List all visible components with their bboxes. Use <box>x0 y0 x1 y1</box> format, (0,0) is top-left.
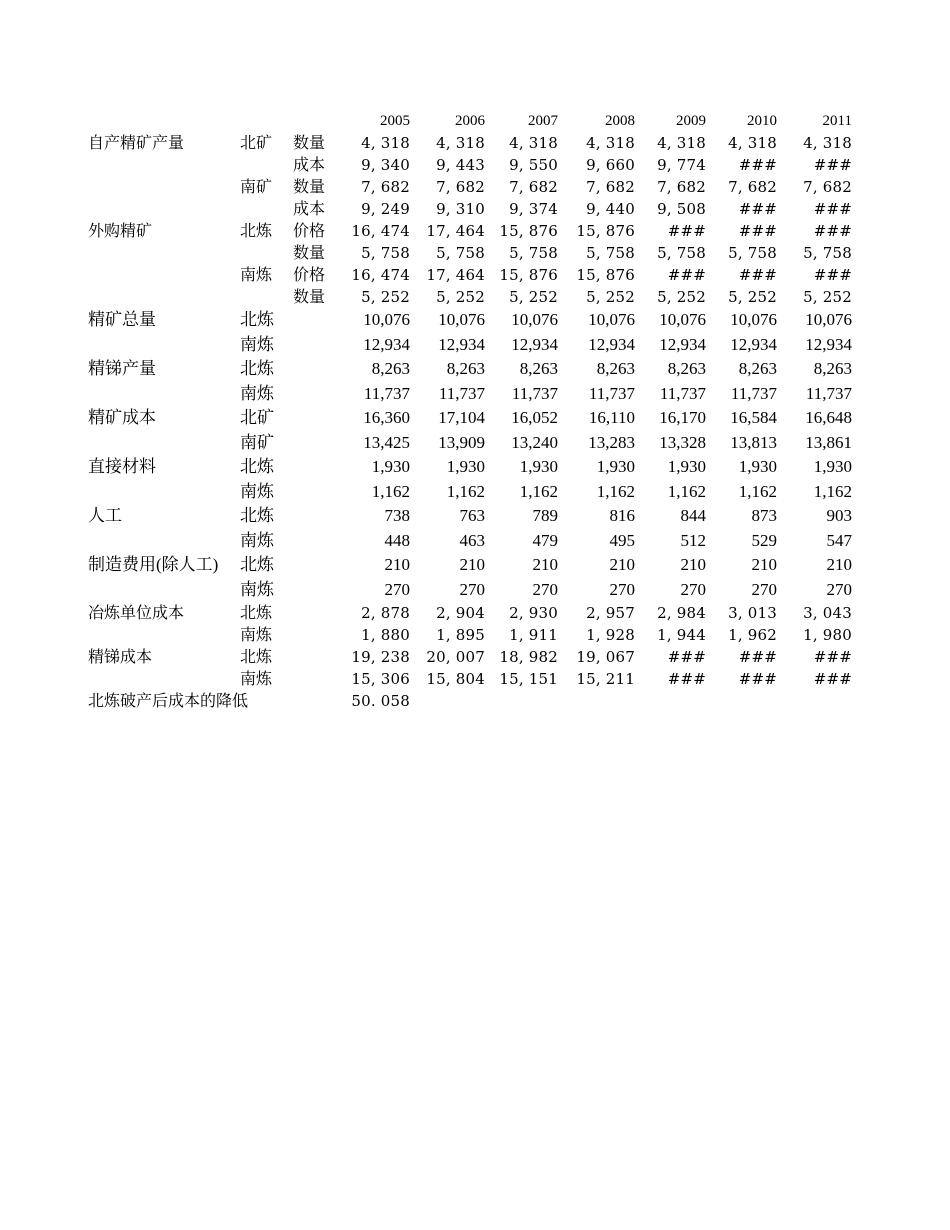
value-cell[interactable]: 1,930 <box>738 457 777 476</box>
value-cell[interactable]: 529 <box>751 530 777 550</box>
value-cell[interactable]: 16, 474 <box>351 266 410 284</box>
value-cell[interactable]: 19, 067 <box>576 648 635 666</box>
value-cell[interactable]: 9, 249 <box>361 200 410 218</box>
value-cell[interactable]: 210 <box>459 555 485 574</box>
value-cell[interactable]: ### <box>813 648 852 666</box>
row-label-unit[interactable]: 南炼 <box>240 669 273 688</box>
value-cell[interactable]: 17,104 <box>438 408 485 427</box>
value-cell[interactable]: 9, 443 <box>436 156 485 174</box>
value-cell[interactable]: 4, 318 <box>728 134 777 152</box>
value-cell[interactable]: 903 <box>826 506 852 525</box>
value-cell[interactable]: 1,162 <box>519 481 558 501</box>
value-cell[interactable]: 4, 318 <box>509 134 558 152</box>
table-row <box>86 132 866 154</box>
value-cell[interactable]: 16,584 <box>730 408 777 427</box>
value-cell[interactable]: 2, 904 <box>436 604 485 622</box>
value-cell[interactable]: 5, 758 <box>803 244 852 262</box>
value-cell[interactable]: 844 <box>680 506 706 525</box>
value-cell[interactable]: 11,737 <box>511 383 558 403</box>
value-cell[interactable]: 12,934 <box>730 334 777 354</box>
value-cell[interactable]: 13,425 <box>363 432 410 452</box>
value-cell[interactable]: 3, 043 <box>803 604 852 622</box>
table-row <box>86 357 866 382</box>
row-label-unit[interactable]: 北炼 <box>240 359 274 378</box>
value-cell[interactable]: 12,934 <box>438 334 485 354</box>
value-cell[interactable]: 1, 895 <box>436 626 485 644</box>
value-cell[interactable]: ### <box>667 222 706 240</box>
value-cell[interactable]: 4, 318 <box>657 134 706 152</box>
year-header-cell[interactable]: 2011 <box>822 113 852 129</box>
row-label-category[interactable]: 精矿总量 <box>88 310 156 329</box>
value-cell[interactable]: 13,813 <box>730 432 777 452</box>
value-cell[interactable]: 1, 911 <box>509 626 558 644</box>
year-header-cell[interactable]: 2007 <box>528 113 558 129</box>
value-cell[interactable]: 5, 252 <box>728 288 777 306</box>
value-cell[interactable]: ### <box>813 670 852 688</box>
value-cell[interactable]: 7, 682 <box>509 178 558 196</box>
value-cell[interactable]: 9, 374 <box>509 200 558 218</box>
value-cell[interactable]: 12,934 <box>805 334 852 354</box>
value-cell[interactable]: 9, 440 <box>586 200 635 218</box>
row-label-category[interactable]: 冶炼单位成本 <box>88 603 185 622</box>
row-label-metric[interactable]: 价格 <box>293 265 326 284</box>
value-cell[interactable]: 479 <box>532 530 558 550</box>
row-label-metric[interactable]: 成本 <box>293 155 326 174</box>
year-header-cell[interactable]: 2008 <box>605 113 635 129</box>
row-label-unit[interactable]: 南炼 <box>240 481 274 501</box>
value-cell[interactable]: 17, 464 <box>426 222 485 240</box>
value-cell[interactable]: 16,110 <box>588 408 635 427</box>
value-cell[interactable]: 10,076 <box>805 310 852 329</box>
row-label-category[interactable]: 制造费用(除人工) <box>88 555 219 574</box>
value-cell[interactable]: 463 <box>459 530 485 550</box>
value-cell[interactable] <box>490 690 558 712</box>
value-cell[interactable]: 10,076 <box>363 310 410 329</box>
row-label-metric[interactable]: 数量 <box>293 133 326 152</box>
table-row <box>86 154 866 176</box>
value-cell[interactable] <box>567 690 635 712</box>
value-cell[interactable]: ### <box>667 648 706 666</box>
value-cell[interactable]: 2, 957 <box>586 604 635 622</box>
value-cell[interactable]: 2, 930 <box>509 604 558 622</box>
value-cell[interactable]: 3, 013 <box>728 604 777 622</box>
row-label-unit[interactable]: 南炼 <box>240 265 273 284</box>
value-cell[interactable]: 5, 758 <box>509 244 558 262</box>
value-cell[interactable]: 7, 682 <box>436 178 485 196</box>
row-label-category[interactable]: 精锑成本 <box>88 647 153 666</box>
row-label-category[interactable]: 北炼破产后成本的降低 <box>88 691 249 710</box>
value-cell[interactable]: 19, 238 <box>351 648 410 666</box>
value-cell[interactable]: 15, 211 <box>576 670 635 688</box>
value-cell[interactable]: 10,076 <box>730 310 777 329</box>
value-cell[interactable]: 12,934 <box>659 334 706 354</box>
value-cell[interactable]: ### <box>738 266 777 284</box>
value-cell[interactable]: 16,052 <box>511 408 558 427</box>
value-cell[interactable]: 7, 682 <box>803 178 852 196</box>
row-label-category[interactable]: 外购精矿 <box>88 221 153 240</box>
table-row <box>86 406 866 431</box>
row-label-unit[interactable]: 北炼 <box>240 457 274 476</box>
value-cell[interactable]: 10,076 <box>438 310 485 329</box>
value-cell[interactable]: 1, 980 <box>803 626 852 644</box>
value-cell[interactable]: 270 <box>459 579 485 599</box>
value-cell[interactable]: 16,360 <box>363 408 410 427</box>
value-cell[interactable]: 210 <box>680 555 706 574</box>
value-cell[interactable]: 8,263 <box>738 359 777 378</box>
value-cell[interactable]: 16,648 <box>805 408 852 427</box>
row-label-unit[interactable]: 北炼 <box>240 603 273 622</box>
row-label-unit[interactable]: 南矿 <box>240 177 273 196</box>
value-cell[interactable]: 9, 340 <box>361 156 410 174</box>
value-cell[interactable]: ### <box>738 200 777 218</box>
table-row <box>86 553 866 578</box>
value-cell[interactable]: 1,162 <box>813 481 852 501</box>
value-cell[interactable]: 15, 306 <box>351 670 410 688</box>
value-cell[interactable]: 13,861 <box>805 432 852 452</box>
value-cell[interactable]: ### <box>813 200 852 218</box>
table-row <box>86 264 866 286</box>
value-cell[interactable]: 270 <box>609 579 635 599</box>
year-header-row <box>86 110 866 132</box>
value-cell[interactable]: ### <box>813 156 852 174</box>
value-cell[interactable]: 18, 982 <box>499 648 558 666</box>
year-header-cell[interactable]: 2010 <box>747 113 777 129</box>
value-cell[interactable]: 7, 682 <box>586 178 635 196</box>
table-row <box>86 382 866 407</box>
value-cell[interactable]: 10,076 <box>511 310 558 329</box>
value-cell[interactable]: 1,162 <box>446 481 485 501</box>
value-cell[interactable]: 12,934 <box>363 334 410 354</box>
row-label-category[interactable]: 直接材料 <box>88 457 156 476</box>
value-cell[interactable]: 1, 880 <box>361 626 410 644</box>
value-cell[interactable]: 11,737 <box>438 383 485 403</box>
value-cell[interactable]: 4, 318 <box>436 134 485 152</box>
value-cell[interactable]: 12,934 <box>588 334 635 354</box>
value-cell[interactable]: 16,170 <box>659 408 706 427</box>
value-cell[interactable]: 547 <box>826 530 852 550</box>
table-row <box>86 176 866 198</box>
value-cell[interactable]: 8,263 <box>813 359 852 378</box>
value-cell[interactable]: 1,930 <box>446 457 485 476</box>
table-row <box>86 646 866 668</box>
value-cell[interactable]: 5, 758 <box>657 244 706 262</box>
row-label-unit[interactable]: 北炼 <box>240 221 273 240</box>
row-label-category[interactable]: 精矿成本 <box>88 408 156 427</box>
row-label-unit[interactable]: 南炼 <box>240 530 274 550</box>
value-cell[interactable]: 495 <box>609 530 635 550</box>
value-cell[interactable]: ### <box>813 266 852 284</box>
row-label-metric[interactable]: 数量 <box>293 287 326 306</box>
value-cell[interactable]: 17, 464 <box>426 266 485 284</box>
value-cell[interactable]: 8,263 <box>446 359 485 378</box>
table-row <box>86 504 866 529</box>
value-cell[interactable]: 11,737 <box>363 383 410 403</box>
value-cell[interactable]: 210 <box>826 555 852 574</box>
value-cell[interactable]: 5, 252 <box>586 288 635 306</box>
value-cell[interactable]: 12,934 <box>511 334 558 354</box>
value-cell[interactable]: 5, 252 <box>361 288 410 306</box>
year-header-cell[interactable]: 2009 <box>676 113 706 129</box>
table-row <box>86 668 866 690</box>
value-cell[interactable]: ### <box>667 670 706 688</box>
row-label-metric[interactable]: 价格 <box>293 221 326 240</box>
value-cell[interactable]: 1, 928 <box>586 626 635 644</box>
table-row <box>86 198 866 220</box>
row-label-unit[interactable]: 南炼 <box>240 383 274 403</box>
table-row <box>86 431 866 456</box>
value-cell[interactable]: 16, 474 <box>351 222 410 240</box>
value-cell[interactable]: 5, 758 <box>586 244 635 262</box>
value-cell[interactable]: 1,162 <box>371 481 410 501</box>
value-cell[interactable]: 4, 318 <box>586 134 635 152</box>
value-cell[interactable]: 1,930 <box>596 457 635 476</box>
value-cell[interactable]: 15, 804 <box>426 670 485 688</box>
value-cell[interactable]: 512 <box>680 530 706 550</box>
value-cell[interactable]: ### <box>738 156 777 174</box>
value-cell[interactable]: 15, 876 <box>499 266 558 284</box>
value-cell[interactable]: 210 <box>609 555 635 574</box>
value-cell[interactable]: 9, 550 <box>509 156 558 174</box>
value-cell[interactable]: 873 <box>751 506 777 525</box>
value-cell[interactable]: 270 <box>751 579 777 599</box>
value-cell[interactable]: 13,328 <box>659 432 706 452</box>
value-cell[interactable]: 210 <box>532 555 558 574</box>
value-cell[interactable]: 5, 758 <box>436 244 485 262</box>
table-row <box>86 286 866 308</box>
row-label-unit[interactable]: 南矿 <box>240 432 274 452</box>
value-cell[interactable]: 270 <box>826 579 852 599</box>
value-cell[interactable]: ### <box>738 670 777 688</box>
value-cell[interactable]: 15, 151 <box>499 670 558 688</box>
value-cell[interactable]: 1,930 <box>813 457 852 476</box>
table-row <box>86 242 866 264</box>
value-cell[interactable]: 270 <box>384 579 410 599</box>
row-label-unit[interactable]: 南炼 <box>240 579 274 599</box>
value-cell[interactable]: 20, 007 <box>426 648 485 666</box>
value-cell[interactable]: 9, 660 <box>586 156 635 174</box>
table-row <box>86 480 866 505</box>
value-cell[interactable]: 789 <box>532 506 558 525</box>
value-cell[interactable]: 816 <box>609 506 635 525</box>
value-cell[interactable]: 9, 508 <box>657 200 706 218</box>
value-cell[interactable]: 15, 876 <box>499 222 558 240</box>
value-cell[interactable]: 1,930 <box>371 457 410 476</box>
value-cell[interactable] <box>417 690 485 712</box>
value-cell[interactable]: 11,737 <box>659 383 706 403</box>
value-cell[interactable]: 13,909 <box>438 432 485 452</box>
row-label-category[interactable]: 精锑产量 <box>88 359 156 378</box>
value-cell[interactable]: 1,162 <box>667 481 706 501</box>
value-cell[interactable]: 763 <box>459 506 485 525</box>
value-cell[interactable]: ### <box>738 648 777 666</box>
row-label-category[interactable]: 人工 <box>88 506 122 525</box>
table-row <box>86 333 866 358</box>
row-label-unit[interactable]: 北矿 <box>240 133 273 152</box>
row-label-metric[interactable]: 数量 <box>293 177 326 196</box>
value-cell[interactable]: 15, 876 <box>576 266 635 284</box>
value-cell[interactable]: 11,737 <box>805 383 852 403</box>
value-cell[interactable]: 4, 318 <box>361 134 410 152</box>
value-cell[interactable]: 9, 310 <box>436 200 485 218</box>
value-cell[interactable]: 8,263 <box>667 359 706 378</box>
row-label-category[interactable]: 自产精矿产量 <box>88 133 185 152</box>
row-label-unit[interactable]: 北矿 <box>240 408 274 427</box>
table-row <box>86 624 866 646</box>
value-cell[interactable]: 50. 058 <box>351 692 410 710</box>
year-header-cell[interactable]: 2005 <box>380 113 410 129</box>
value-cell[interactable]: 1, 962 <box>728 626 777 644</box>
value-cell[interactable]: 210 <box>384 555 410 574</box>
value-cell[interactable] <box>638 690 706 712</box>
value-cell[interactable]: 1, 944 <box>657 626 706 644</box>
value-cell[interactable]: 1,930 <box>667 457 706 476</box>
value-cell[interactable]: 10,076 <box>659 310 706 329</box>
value-cell[interactable]: ### <box>667 266 706 284</box>
value-cell[interactable]: 5, 252 <box>436 288 485 306</box>
table-row <box>86 308 866 333</box>
value-cell[interactable]: 7, 682 <box>657 178 706 196</box>
value-cell[interactable]: 1,930 <box>519 457 558 476</box>
table-row <box>86 602 866 624</box>
value-cell[interactable]: 270 <box>680 579 706 599</box>
value-cell[interactable]: 8,263 <box>371 359 410 378</box>
value-cell[interactable]: 210 <box>751 555 777 574</box>
value-cell[interactable]: 5, 252 <box>509 288 558 306</box>
row-label-unit[interactable]: 北炼 <box>240 647 273 666</box>
value-cell[interactable] <box>709 690 777 712</box>
value-cell[interactable]: ### <box>813 222 852 240</box>
row-label-metric[interactable]: 成本 <box>293 199 326 218</box>
row-label-unit[interactable]: 北炼 <box>240 310 274 329</box>
value-cell[interactable]: 448 <box>384 530 410 550</box>
value-cell[interactable]: 4, 318 <box>803 134 852 152</box>
value-cell[interactable]: 5, 758 <box>361 244 410 262</box>
value-cell[interactable]: 5, 252 <box>803 288 852 306</box>
value-cell[interactable]: 13,240 <box>511 432 558 452</box>
table-row <box>86 220 866 242</box>
table-row <box>86 455 866 480</box>
value-cell[interactable]: 8,263 <box>519 359 558 378</box>
value-cell[interactable] <box>784 690 852 712</box>
value-cell[interactable]: 2, 878 <box>361 604 410 622</box>
row-label-unit[interactable]: 南炼 <box>240 334 274 354</box>
value-cell[interactable]: 15, 876 <box>576 222 635 240</box>
value-cell[interactable]: 270 <box>532 579 558 599</box>
value-cell[interactable]: 8,263 <box>596 359 635 378</box>
value-cell[interactable]: 7, 682 <box>728 178 777 196</box>
value-cell[interactable]: ### <box>738 222 777 240</box>
row-label-unit[interactable]: 北炼 <box>240 555 274 574</box>
row-label-metric[interactable]: 数量 <box>293 243 326 262</box>
value-cell[interactable]: 7, 682 <box>361 178 410 196</box>
value-cell[interactable]: 9, 774 <box>657 156 706 174</box>
year-header-cell[interactable]: 2006 <box>455 113 485 129</box>
value-cell[interactable]: 11,737 <box>730 383 777 403</box>
value-cell[interactable]: 1,162 <box>738 481 777 501</box>
value-cell[interactable]: 738 <box>384 506 410 525</box>
value-cell[interactable]: 5, 252 <box>657 288 706 306</box>
table-row <box>86 578 866 603</box>
table-row <box>86 529 866 554</box>
value-cell[interactable]: 11,737 <box>588 383 635 403</box>
row-label-unit[interactable]: 北炼 <box>240 506 274 525</box>
table-row <box>86 690 866 712</box>
value-cell[interactable]: 1,162 <box>596 481 635 501</box>
row-label-unit[interactable]: 南炼 <box>240 625 273 644</box>
value-cell[interactable]: 10,076 <box>588 310 635 329</box>
value-cell[interactable]: 13,283 <box>588 432 635 452</box>
spreadsheet <box>86 110 866 712</box>
value-cell[interactable]: 2, 984 <box>657 604 706 622</box>
value-cell[interactable]: 5, 758 <box>728 244 777 262</box>
